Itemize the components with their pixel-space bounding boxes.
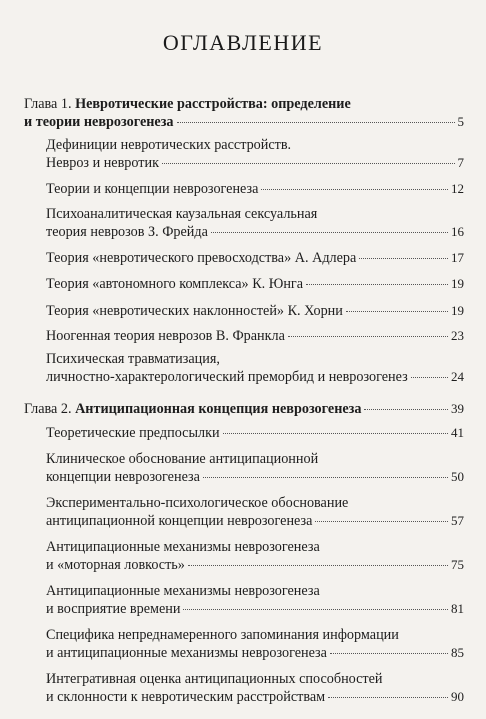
toc-entry-text: Теория «невротических наклонностей» К. Хорни <box>46 303 343 319</box>
page-number: 7 <box>457 155 464 170</box>
toc-entry-line <box>46 556 464 574</box>
toc-entry-line <box>46 368 464 386</box>
toc-entry <box>46 206 464 241</box>
toc-entry-text: личностно-характерологический преморбид и неврозогенез <box>46 369 408 385</box>
toc-entry-line <box>46 627 464 644</box>
chapter-heading-line <box>24 113 464 131</box>
page-number: 57 <box>451 513 464 528</box>
page-number: 17 <box>451 250 464 265</box>
toc-entry <box>46 137 464 172</box>
chapter-title: Антиципационная концепция неврозогенеза <box>75 401 362 417</box>
toc-entry-line <box>46 223 464 241</box>
page-number: 75 <box>451 557 464 572</box>
page-number: 23 <box>451 328 464 343</box>
dot-leader <box>162 163 455 164</box>
chapter-heading-line <box>24 400 464 418</box>
page-number: 19 <box>451 303 464 318</box>
toc-entry-text: и склонности к невротическим расстройствам <box>46 689 326 705</box>
toc-entry-line <box>46 600 464 618</box>
toc-entry-line <box>46 512 464 530</box>
toc-entry-line <box>46 539 464 556</box>
dot-leader <box>188 565 448 566</box>
page-number: 12 <box>451 181 464 196</box>
toc-entry <box>46 539 464 574</box>
toc-entry-line <box>46 327 464 345</box>
toc-entry-text: Клиническое обоснование антиципационной <box>46 451 319 467</box>
toc-entry <box>46 180 464 198</box>
toc-entry-line <box>46 468 464 486</box>
page-number: 81 <box>451 601 464 616</box>
toc-entry-text: Невроз и невротик <box>46 155 159 171</box>
chapter-heading <box>24 400 464 418</box>
page-number: 41 <box>451 425 464 440</box>
toc-entry <box>46 249 464 267</box>
dot-leader <box>261 189 448 190</box>
toc-entry-line <box>46 583 464 600</box>
toc-entry-text: и «моторная ловкость» <box>46 557 185 573</box>
chapter-title: Невротические расстройства: определение <box>75 96 351 112</box>
chapter-label: Глава 2. <box>24 401 72 417</box>
toc-entry <box>46 495 464 530</box>
dot-leader <box>346 311 448 312</box>
toc-entry-line <box>46 180 464 198</box>
page-title: ОГЛАВЛЕНИЕ <box>162 30 324 55</box>
toc-entry-text: Антиципационные механизмы неврозогенеза <box>46 539 320 555</box>
toc-entry <box>46 627 464 662</box>
dot-leader <box>359 258 448 259</box>
toc-entry-text: Теория «автономного комплекса» К. Юнга <box>46 276 304 292</box>
toc-entry <box>46 671 464 706</box>
toc-entry-line <box>46 351 464 368</box>
toc-entry-line <box>46 275 464 293</box>
table-of-contents <box>24 96 464 706</box>
toc-entry <box>46 302 464 320</box>
toc-entry-line <box>46 495 464 512</box>
toc-entry-text: Психоаналитическая каузальная сексуальная <box>46 206 318 222</box>
page-number: 19 <box>451 276 464 291</box>
toc-entry-text: Ноогенная теория неврозов В. Франкла <box>46 328 285 344</box>
toc-entry-line <box>46 206 464 223</box>
toc-entry-line <box>46 302 464 320</box>
dot-leader <box>315 521 448 522</box>
page-number: 24 <box>451 369 464 384</box>
toc-entry-line <box>46 688 464 706</box>
page-number: 50 <box>451 469 464 484</box>
dot-leader <box>364 409 448 410</box>
dot-leader <box>328 697 448 698</box>
dot-leader <box>203 477 448 478</box>
dot-leader <box>306 284 448 285</box>
toc-entry-line <box>46 249 464 267</box>
dot-leader <box>177 122 455 123</box>
page-number: 90 <box>451 689 464 704</box>
dot-leader <box>183 609 448 610</box>
toc-entry-text: Экспериментально-психологическое обоснование <box>46 495 349 511</box>
toc-entry <box>46 451 464 486</box>
toc-entry <box>46 583 464 618</box>
dot-leader <box>223 433 448 434</box>
dot-leader <box>330 653 448 654</box>
toc-entry <box>46 275 464 293</box>
chapter-heading <box>24 96 464 131</box>
toc-entry-line <box>46 671 464 688</box>
toc-entry-text: Теоретические предпосылки <box>46 425 220 441</box>
toc-entry-text: концепции неврозогенеза <box>46 469 200 485</box>
page-number: 16 <box>451 224 464 239</box>
toc-entry-text: антиципационной концепции неврозогенеза <box>46 513 313 529</box>
page-number: 5 <box>457 114 464 129</box>
toc-entry-text: Антиципационные механизмы неврозогенеза <box>46 583 320 599</box>
toc-entry-text: и антиципационные механизмы неврозогенеза <box>46 645 327 661</box>
toc-entry-line <box>46 451 464 468</box>
toc-entry-text: Теория «невротического превосходства» А. Адлера <box>46 250 357 266</box>
page-number: 39 <box>451 401 464 416</box>
toc-entry-text: Психическая травматизация, <box>46 351 220 367</box>
chapter-label: Глава 1. <box>24 96 72 112</box>
chapter-title: и теории неврозогенеза <box>24 114 174 130</box>
chapter-heading-line <box>24 96 464 113</box>
toc-entry-line <box>46 644 464 662</box>
toc-entry <box>46 351 464 386</box>
toc-entry-text: Теории и концепции неврозогенеза <box>46 181 259 197</box>
dot-leader <box>288 336 448 337</box>
page-number: 85 <box>451 645 464 660</box>
toc-entry-line <box>46 137 464 154</box>
toc-entry-text: Дефиниции невротических расстройств. <box>46 137 292 153</box>
toc-entry-text: и восприятие времени <box>46 601 181 617</box>
toc-entry <box>46 424 464 442</box>
toc-entry-text: Специфика непреднамеренного запоминания информации <box>46 627 399 643</box>
dot-leader <box>211 232 448 233</box>
toc-entry <box>46 327 464 345</box>
toc-entry-line <box>46 154 464 172</box>
toc-entry-text: Интегративная оценка антиципационных способностей <box>46 671 383 687</box>
dot-leader <box>411 377 448 378</box>
toc-entry-line <box>46 424 464 442</box>
toc-entry-text: теория неврозов З. Фрейда <box>46 224 208 240</box>
